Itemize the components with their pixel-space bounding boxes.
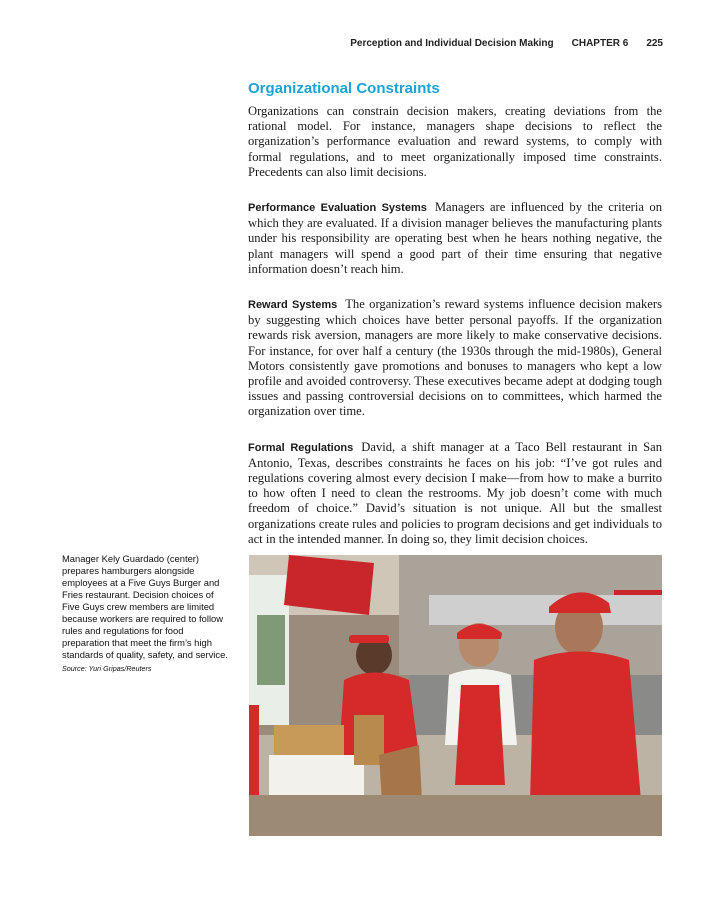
paragraph-performance-evaluation [248,200,662,277]
section-title: Organizational Constraints [248,80,440,97]
paragraph-text: The organization’s reward systems influence decision makers by suggesting which choices have better personal payoffs. If the organization rewards risk aversion, managers are more likely to make conservative decisions. For instance, for over half a century (the 1930s through the mid-1980s), General Motors consistently gave promotions and bonuses to managers who kept a low profile and avoided controversy. These executives became adept at dodging tough issues and passing controversial decisions on to committees, which harmed the organization over time. [248,297,662,419]
restaurant-photo [249,555,662,836]
figure-caption [62,553,228,675]
run-in-heading: Reward Systems [248,299,338,312]
page-number: 225 [646,38,663,49]
worker-left-visor [349,635,389,643]
manager-apron [455,685,505,785]
running-title: Perception and Individual Decision Making [350,38,554,49]
main-content [248,80,662,547]
paragraph-text: Managers are influenced by the criteria on which they are evaluated. If a division manager believes the manufacturing plants under his responsibility are operating best when he hears nothing negative, the plant managers will spend a good part of their time ensuring that negative information doesn’t reach him. [248,200,662,276]
paragraph-text: David, a shift manager at a Taco Bell restaurant in San Antonio, Texas, describes constraints he faces on his job: “I’ve got rules and regulations covering almost every decision I make—from how to make a burrito to how often I need to clean the restrooms. My job doesn’t come with much freedom of choice.” David’s situation is not unique. All but the smallest organizations create rules and policies to program decisions and get individuals to act in the intended manner. In doing so, they limit decision choices. [248,439,662,546]
red-banner [284,555,374,615]
caption-text: Manager Kely Guardado (center) prepares hamburgers alongside employees at a Five Guys Burger and Fries restaurant. Decision choices of Five Guys crew members are limited because workers are required to follow rules and regulations for food preparation that meet the firm’s high standards of quality, safety, and service. [62,553,228,660]
paragraph-reward-systems [248,297,662,420]
caption-source: Source: Yuri Gripas/Reuters [62,664,152,673]
run-in-heading: Performance Evaluation Systems [248,202,427,215]
intro-paragraph: Organizations can constrain decision makers, creating deviations from the rational model. For instance, managers shape decisions to reflect the organization’s performance evaluation and reward systems, to comply with formal regulations, and to meet organizationally imposed time constraints. Precedents can also limit decisions. [248,104,662,179]
window-greenery [257,615,285,685]
foreground-counter [249,795,662,836]
chapter-label: CHAPTER 6 [571,38,629,49]
exhaust-hood [429,595,662,625]
running-head [350,38,663,49]
photo-illustration [249,555,662,836]
paragraph-formal-regulations [248,440,662,547]
run-in-heading: Formal Regulations [248,441,354,454]
